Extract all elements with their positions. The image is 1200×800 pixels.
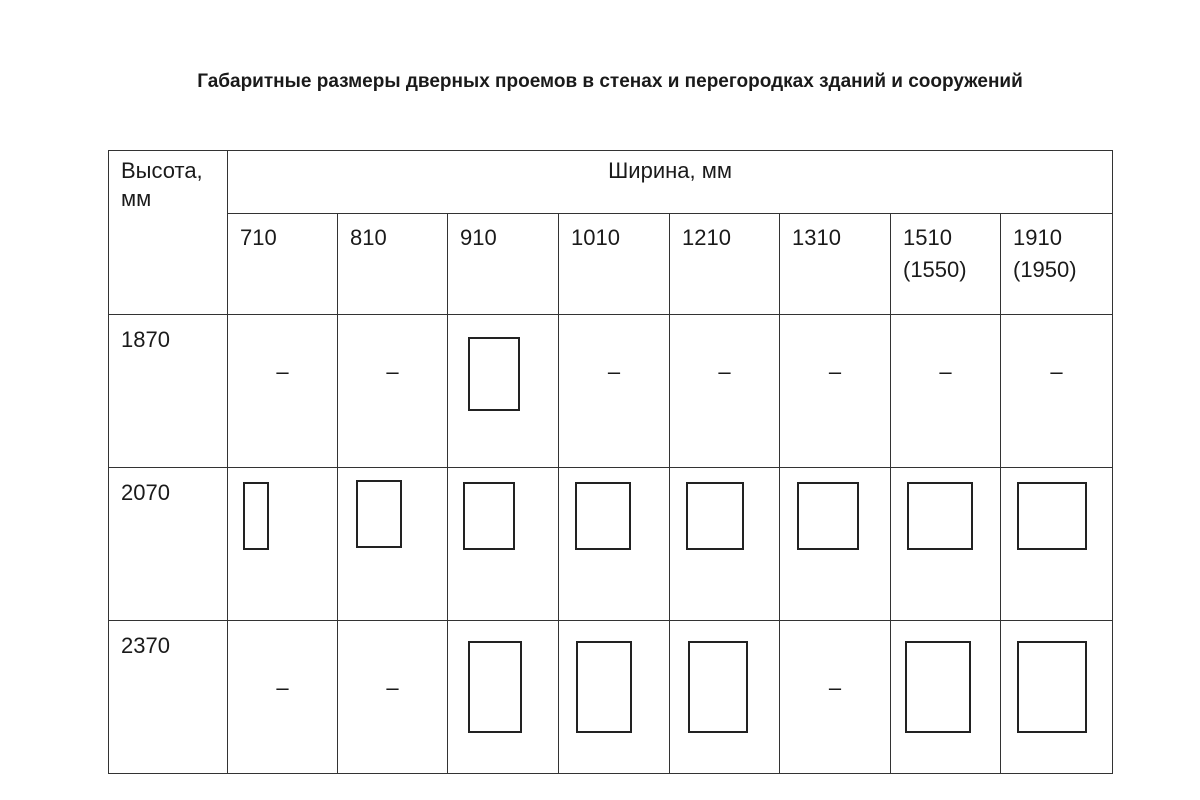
- door-opening-icon: [468, 337, 520, 411]
- height-row-header: 2370: [109, 621, 228, 774]
- width-alt-value: (1550): [903, 257, 967, 282]
- size-cell: [338, 621, 448, 774]
- size-cell: [338, 315, 448, 468]
- size-cell: [559, 315, 670, 468]
- door-opening-icon: [575, 482, 631, 550]
- size-cell: [228, 621, 338, 774]
- size-cell: [228, 315, 338, 468]
- size-cell: [670, 468, 780, 621]
- width-value: 1210: [682, 225, 731, 250]
- size-cell: [780, 315, 891, 468]
- size-cell: [891, 468, 1001, 621]
- width-header-910: [448, 214, 559, 315]
- size-cell: [1001, 315, 1113, 468]
- size-cell: [338, 468, 448, 621]
- unavailable-dash: –: [386, 359, 399, 384]
- unavailable-dash: –: [939, 359, 952, 384]
- unavailable-dash: –: [718, 359, 731, 384]
- unavailable-dash: –: [276, 359, 289, 384]
- width-alt-value: (1950): [1013, 257, 1077, 282]
- unavailable-dash: –: [828, 675, 842, 700]
- width-value: 1010: [571, 225, 620, 250]
- door-opening-icon: [686, 482, 744, 550]
- unavailable-dash: –: [386, 675, 399, 700]
- door-opening-icon: [797, 482, 859, 550]
- height-header-line-2: мм: [121, 186, 152, 211]
- width-value: 1510: [903, 225, 952, 250]
- width-value: 1310: [792, 225, 841, 250]
- size-cell: [670, 621, 780, 774]
- page-title: Габаритные размеры дверных проемов в стенах и перегородках зданий и сооружений: [197, 71, 1023, 92]
- table-row-1870: [109, 315, 1113, 468]
- size-cell: [780, 468, 891, 621]
- door-opening-icon: [907, 482, 973, 550]
- width-header-710: [228, 214, 338, 315]
- unavailable-dash: –: [607, 359, 621, 384]
- door-opening-icon: [243, 482, 269, 550]
- width-group-header: Ширина, мм: [228, 151, 1113, 214]
- size-cell: [559, 621, 670, 774]
- size-cell: [780, 621, 891, 774]
- size-cell: [1001, 621, 1113, 774]
- door-opening-sizes-table: [108, 150, 1113, 774]
- size-cell: [448, 315, 559, 468]
- door-opening-icon: [1017, 641, 1087, 733]
- door-opening-icon: [576, 641, 632, 733]
- unavailable-dash: –: [1050, 359, 1063, 384]
- table-row-2370: [109, 621, 1113, 774]
- unavailable-dash: –: [828, 359, 842, 384]
- door-opening-icon: [356, 480, 402, 548]
- door-opening-icon: [468, 641, 522, 733]
- width-value: 1910: [1013, 225, 1062, 250]
- table-row-2070: [109, 468, 1113, 621]
- size-cell: [448, 621, 559, 774]
- height-row-header: 2070: [109, 468, 228, 621]
- width-value: 910: [460, 225, 497, 250]
- size-cell: [670, 315, 780, 468]
- door-opening-icon: [1017, 482, 1087, 550]
- width-header-1510: [891, 214, 1001, 315]
- width-header-1010: [559, 214, 670, 315]
- height-column-header: [109, 151, 228, 315]
- width-header-1310: [780, 214, 891, 315]
- door-opening-icon: [688, 641, 748, 733]
- size-cell: [891, 621, 1001, 774]
- door-opening-icon: [905, 641, 971, 733]
- size-cell: [448, 468, 559, 621]
- width-value: 810: [350, 225, 387, 250]
- door-opening-icon: [463, 482, 515, 550]
- size-cell: [228, 468, 338, 621]
- width-header-810: [338, 214, 448, 315]
- width-header-1910: [1001, 214, 1113, 315]
- unavailable-dash: –: [276, 675, 289, 700]
- width-header-1210: [670, 214, 780, 315]
- size-cell: [1001, 468, 1113, 621]
- size-cell: [559, 468, 670, 621]
- height-row-header: 1870: [109, 315, 228, 468]
- height-header-line-1: Высота,: [121, 158, 203, 183]
- size-cell: [891, 315, 1001, 468]
- width-value: 710: [240, 225, 277, 250]
